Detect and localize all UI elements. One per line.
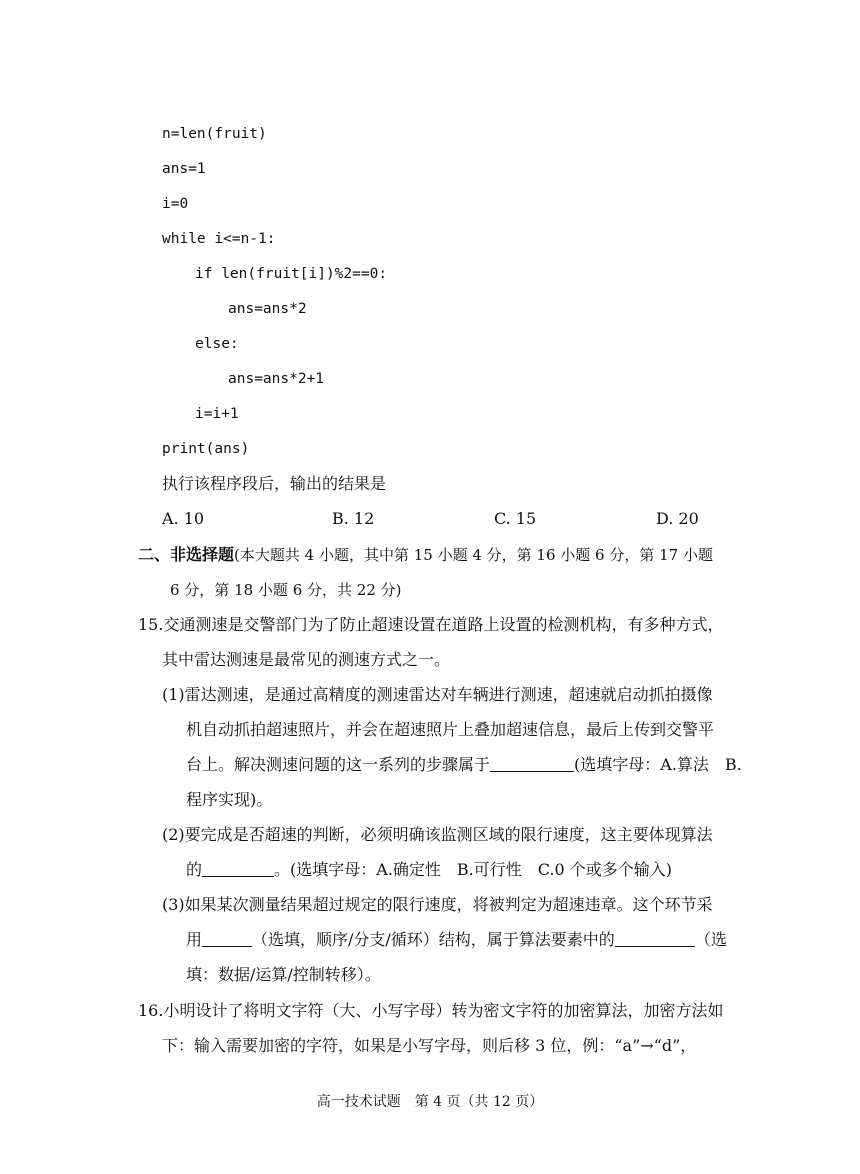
code-line-2: ans=1 bbox=[162, 161, 206, 177]
code-line-10: print(ans) bbox=[162, 441, 250, 457]
q14-option-d: D. 20 bbox=[656, 509, 699, 528]
q16-line-1: 16.小明设计了将明文字符（大、小写字母）转为密文字符的加密算法，加密方法如 bbox=[138, 1001, 724, 1020]
q15-p1-choices: (选填字母：A.算法 B. bbox=[574, 755, 742, 774]
code-line-8: ans=ans*2+1 bbox=[228, 371, 325, 387]
q15-p3-line-3: 填：数据/运算/控制转移）。 bbox=[186, 965, 381, 984]
section2-header bbox=[138, 545, 713, 565]
q15-p1-text: 台上。解决测速问题的这一系列的步骤属于 bbox=[186, 755, 491, 774]
q14-option-b: B. 12 bbox=[332, 509, 375, 528]
q16-line-2: 下：输入需要加密的字符，如果是小写字母，则后移 3 位，例：“a”→“d”， bbox=[162, 1036, 697, 1055]
q14-prompt: 执行该程序段后，输出的结果是 bbox=[162, 474, 387, 493]
code-line-3: i=0 bbox=[162, 196, 189, 212]
section2-note-2: 6 分，第 18 小题 6 分，共 22 分) bbox=[170, 581, 402, 599]
q15-answer-blank-1[interactable] bbox=[490, 755, 574, 772]
q15-p3-text-b: （选填，顺序/分支/循环）结构，属于算法要素中的 bbox=[252, 930, 615, 949]
q15-p2-text: 的 bbox=[186, 860, 203, 879]
q14-option-c: C. 15 bbox=[494, 509, 537, 528]
q15-answer-blank-4[interactable] bbox=[615, 930, 695, 947]
q15-p2-choices: 。(选填字母：A.确定性 B.可行性 C.0 个或多个输入) bbox=[274, 860, 673, 879]
code-line-6: ans=ans*2 bbox=[228, 301, 307, 317]
q15-answer-blank-3[interactable] bbox=[202, 930, 252, 947]
q15-stem-1: 15.交通测速是交警部门为了防止超速设置在道路上设置的检测机构，有多种方式， bbox=[138, 615, 724, 634]
q15-p3-text-c: （选 bbox=[694, 930, 727, 949]
q15-p1-line-4: 程序实现)。 bbox=[186, 790, 273, 809]
code-line-4: while i<=n-1: bbox=[162, 231, 276, 247]
q15-p1-line-2: 机自动抓拍超速照片，并会在超速照片上叠加超速信息，最后上传到交警平 bbox=[186, 720, 715, 739]
code-line-9: i=i+1 bbox=[195, 406, 239, 422]
section2-note-1: (本大题共 4 小题，其中第 15 小题 4 分，第 16 小题 6 分，第 17 小题 bbox=[234, 546, 713, 564]
code-line-1: n=len(fruit) bbox=[162, 126, 267, 142]
q15-answer-blank-2[interactable] bbox=[202, 860, 274, 877]
code-line-5: if len(fruit[i])%2==0: bbox=[195, 266, 388, 282]
q15-p3-line-1: (3)如果某次测量结果超过规定的限行速度，将被判定为超速违章。这个环节采 bbox=[162, 895, 713, 914]
q15-p2-line-1: (2)要完成是否超速的判断，必须明确该监测区域的限行速度，这主要体现算法 bbox=[162, 825, 713, 844]
q14-option-a: A. 10 bbox=[162, 509, 205, 528]
q15-p2-line-2 bbox=[186, 860, 672, 880]
section2-title: 二、非选择题 bbox=[138, 545, 235, 564]
q15-p3-text-a: 用 bbox=[186, 930, 203, 949]
page-footer: 高一技术试题 第 4 页（共 12 页） bbox=[316, 1094, 544, 1110]
q15-p3-line-2 bbox=[186, 930, 727, 950]
q15-p1-line-1: (1)雷达测速，是通过高精度的测速雷达对车辆进行测速，超速就启动抓拍摄像 bbox=[162, 685, 713, 704]
q15-stem-2: 其中雷达测速是最常见的测速方式之一。 bbox=[162, 650, 451, 669]
code-line-7: else: bbox=[195, 336, 239, 352]
q15-p1-line-3 bbox=[186, 755, 742, 775]
